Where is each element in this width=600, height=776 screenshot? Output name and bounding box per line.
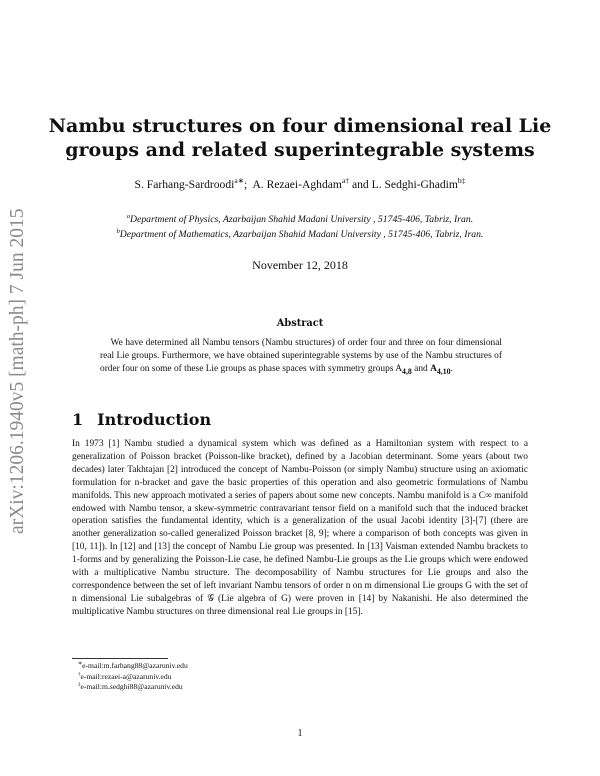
footnote	[78, 672, 188, 683]
section-number: 1	[72, 410, 84, 429]
affiliation-text: Department of Physics, Azarbaijan Shahid Madani University , 51745-406, Tabriz, Iran.	[130, 214, 474, 225]
affiliation	[40, 213, 560, 228]
footnote-mark: ∗	[78, 661, 83, 667]
footnote	[78, 682, 188, 693]
arxiv-identifier: arXiv:1206.1940v5 [math-ph] 7 Jun 2015	[7, 208, 28, 534]
author-separator: ;	[244, 178, 248, 191]
author-name: S. Farhang-Sardroodi	[134, 178, 235, 191]
abstract-text: We have determined all Nambu tensors (Nambu structures) of order four and three on four dimensional real Lie groups. Furthermore, we have obtained superintegrable systems by use of the Nambu structures of order four on some of these Lie groups as phase spaces with symmetry groups A	[100, 338, 503, 374]
author-mark: a∗	[234, 176, 245, 186]
introduction-body	[72, 438, 528, 619]
author-mark: b‡	[457, 176, 466, 186]
group-symbol: A	[430, 364, 437, 374]
paragraph: In 1973 [1] Nambu studied a dynamical system which was defined as a Hamiltonian system with respect to a generalization of Poisson bracket (Poisson-like bracket), defined by a Jacobian determinant. Some years (about two decades) later Takhtajan [2] introduced the concept of Nambu-Poisson (or simply Nambu) structure using an axiomatic formulation for n-bracket and gave the basic properties of this operation and also geometric formulations of Nambu manifolds. This new approach motivated a series of papers about some new concepts. Nambu manifold is a C∞ manifold endowed with Nambu tensor, a skew-symmetric contravariant tensor field on a manifold such that the induced bracket operation satisfies the fundamental identity, which is a generalization of the usual Jacobi identity [3]-[7] (there are another generalization so-called generalized Poisson bracket [8, 9]; where a comparison of both concepts was given in [10, 11]). In [12] and [13] the concept of Nambu Lie group was presented. In [13] Vaisman extended Nambu brackets to 1-forms and by generalizing the Poisson-Lie case, he defined Nambu-Lie groups as the Lie groups which were endowed with a multiplicative Nambu structure. The decomposability of Nambu structures for Lie groups and also the correspondence between the set of left invariant Nambu tensors of order n on m dimensional Lie groups G with the set of n dimensional Lie subalgebras of 𝒢 (Lie algebra of G) were proven in [14] by Nakanishi. He also determined the multiplicative Nambu structures on three dimensional real Lie groups in [15].	[72, 439, 528, 617]
footnote-mark: ‡	[78, 682, 81, 688]
abstract-and: and	[414, 364, 428, 374]
abstract-heading: Abstract	[276, 318, 324, 329]
footnote-text: e-mail:rezaei-a@azaruniv.edu	[80, 671, 172, 681]
abstract-body: We have determined all Nambu tensors (Nambu structures) of order four and three on four dimensional real Lie groups. Furthermore, we have obtained superintegrable systems by use of the Nambu structures of order four on some of these Lie groups as phase spaces with symmetry groups $A_{4,8}$ and $A_{4,10}$.	[100, 338, 503, 376]
footnote-rule	[72, 658, 168, 659]
footnote-mark: †	[78, 671, 81, 677]
footnote	[78, 661, 188, 672]
footnote-text: e-mail:m.farhang88@azaruniv.edu	[82, 661, 188, 670]
author-list	[40, 177, 560, 193]
page-number: 1	[297, 728, 303, 739]
group-subscript: 4,10	[436, 366, 451, 376]
affiliations	[40, 213, 560, 242]
footnote-text: e-mail:m.sedghi88@azaruniv.edu	[80, 682, 183, 691]
author-name: A. Rezaei-Aghdam	[252, 178, 342, 191]
author-name: L. Sedghi-Ghadim	[371, 178, 458, 191]
footnotes	[78, 661, 188, 693]
section-heading	[72, 410, 211, 429]
section-title: Introduction	[97, 410, 212, 429]
group-subscript: 4,8	[402, 366, 412, 376]
affiliation-mark: b	[116, 227, 120, 235]
title-line-1: Nambu structures on four dimensional real Lie	[48, 115, 552, 137]
title-line-2: groups and related superintegrable systems	[65, 139, 535, 161]
affiliation-text: Department of Mathematics, Azarbaijan Shahid Madani University , 51745-406, Tabriz, Iran.	[119, 228, 484, 240]
author-mark: a†	[341, 176, 350, 186]
affiliation	[40, 228, 560, 243]
affiliation-mark: a	[126, 212, 131, 220]
author-and: and	[351, 178, 369, 191]
paper-date: November 12, 2018	[252, 258, 348, 272]
paper-title	[40, 114, 560, 162]
